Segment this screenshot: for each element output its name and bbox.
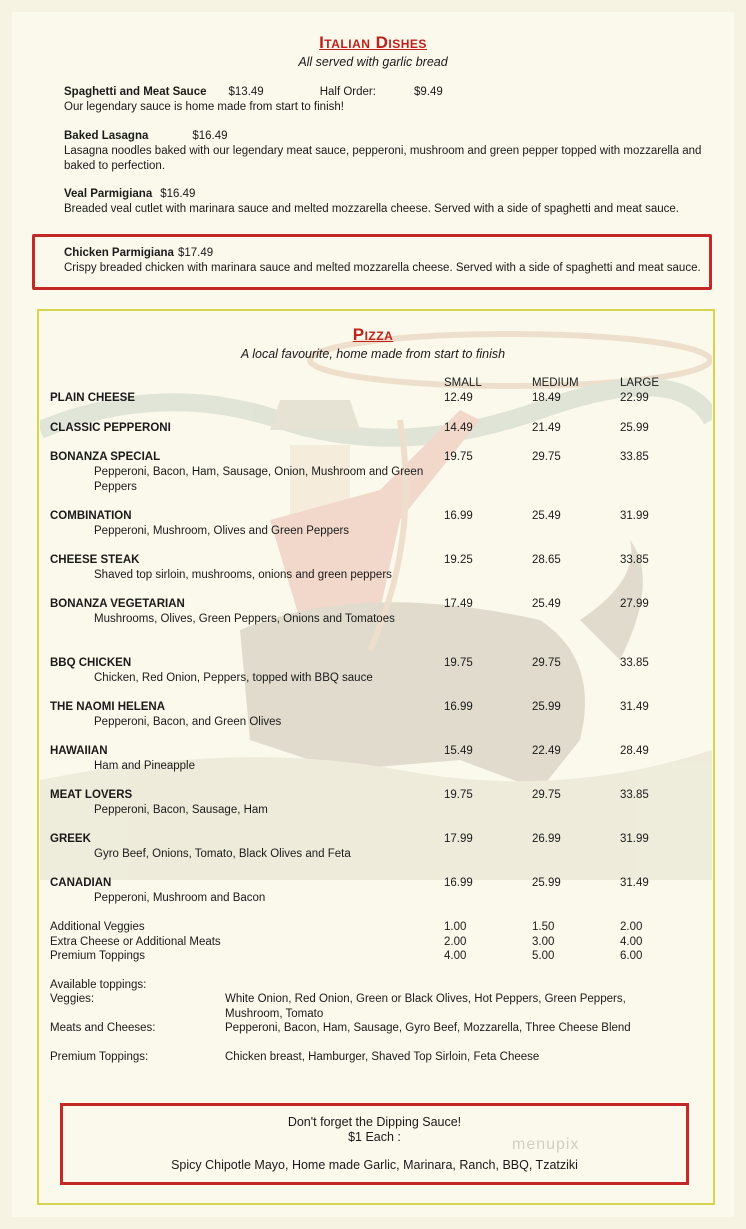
pizza-desc: Pepperoni, Bacon, and Green Olives [94,716,282,728]
pizza-name: CANADIAN [50,877,112,889]
pizza-price-small: 19.25 [444,554,473,566]
pizza-price-small: 17.99 [444,833,473,845]
col-header-medium: MEDIUM [532,377,579,389]
pizza-desc: Chicken, Red Onion, Peppers, topped with BBQ sauce [94,672,373,684]
dipping-line-2: $1 Each : [348,1130,401,1144]
pizza-price-large: 33.85 [620,657,649,669]
dish-name: Veal Parmigiana [64,188,153,200]
dish-name: Baked Lasagna [64,130,149,142]
pizza-price-small: 16.99 [444,701,473,713]
pizza-name: BONANZA VEGETARIAN [50,598,185,610]
dish-name: Chicken Parmigiana [64,247,174,259]
extra-label: Premium Toppings [50,950,146,962]
pizza-row [50,597,690,627]
pizza-price-medium: 26.99 [532,833,561,845]
pizza-price-large: 22.99 [620,392,649,404]
pizza-price-small: 19.75 [444,451,473,463]
pizza-row [50,421,690,436]
dish-veal [64,187,714,217]
pizza-price-large: 31.49 [620,701,649,713]
italian-title: Italian Dishes [319,33,427,52]
pizza-price-small: 14.49 [444,422,473,434]
pizza-price-small: 17.49 [444,598,473,610]
dish-name: Spaghetti and Meat Sauce [64,86,207,98]
pizza-row [50,553,690,583]
pizza-price-large: 31.49 [620,877,649,889]
pizza-desc: Gyro Beef, Onions, Tomato, Black Olives and Feta [94,848,351,860]
pizza-row [50,876,690,906]
pizza-price-large: 27.99 [620,598,649,610]
pizza-price-medium: 28.65 [532,554,561,566]
pizza-price-medium: 29.75 [532,657,561,669]
pizza-price-medium: 21.49 [532,422,561,434]
pizza-price-small: 16.99 [444,510,473,522]
dish-price: $16.49 [160,188,196,200]
dish-price: $17.49 [177,247,214,259]
pizza-name: BBQ CHICKEN [50,657,132,669]
dish-spaghetti [64,85,714,115]
extra-row [50,935,690,950]
dish-chicken [64,246,714,276]
pizza-price-large: 31.99 [620,833,649,845]
pizza-price-large: 33.85 [620,554,649,566]
pizza-price-small: 15.49 [444,745,473,757]
col-header-small: SMALL [444,377,482,389]
menupix-watermark: menupix [512,1136,580,1153]
pizza-name: HAWAIIAN [50,745,108,757]
extra-price-small: 1.00 [444,921,467,933]
pizza-row [50,509,690,539]
extra-price-small: 2.00 [444,935,467,948]
pizza-price-medium: 22.49 [532,745,561,757]
toppings-label: Meats and Cheeses: [50,1022,156,1034]
toppings-value: White Onion, Red Onion, Green or Black Olives, Hot Peppers, Green Peppers, Mushroom, Tomato [225,993,626,1020]
extra-label: Extra Cheese or Additional Meats [50,935,221,948]
pizza-name: BONANZA SPECIAL [50,451,161,463]
pizza-price-medium: 25.49 [532,598,561,610]
extra-price-small: 4.00 [444,950,467,962]
toppings-heading: Available toppings: [50,979,147,991]
extra-price-medium: 3.00 [532,935,555,948]
pizza-name: THE NAOMI HELENA [50,701,165,713]
half-order-price: $9.49 [413,86,443,98]
dish-desc: Our legendary sauce is home made from start to finish! [64,101,344,113]
pizza-name: GREEK [50,833,91,845]
dipping-line-3: Spicy Chipotle Mayo, Home made Garlic, Marinara, Ranch, BBQ, Tzatziki [171,1158,578,1172]
extra-price-large: 4.00 [620,935,643,948]
extra-row [50,949,690,964]
pizza-price-large: 31.99 [620,510,649,522]
toppings-label: Premium Toppings: [50,1051,149,1063]
pizza-price-medium: 29.75 [532,451,561,463]
dish-desc: Crispy breaded chicken with marinara sauce and melted mozzarella cheese. Served with a side of spaghetti and meat sauce. [64,262,701,274]
pizza-desc: Pepperoni, Mushroom and Bacon [94,892,266,904]
pizza-row [50,744,690,774]
half-order-label: Half Order: [319,86,376,98]
pizza-desc: Pepperoni, Bacon, Ham, Sausage, Onion, Mushroom and Green Peppers [94,466,424,493]
pizza-price-large: 28.49 [620,745,649,757]
pizza-name: CLASSIC PEPPERONI [50,422,171,434]
pizza-row [50,700,690,730]
pizza-name: PLAIN CHEESE [50,392,135,404]
dish-desc: Breaded veal cutlet with marinara sauce and melted mozzarella cheese. Served with a side of spaghetti and meat sauce. [64,203,679,215]
col-header-large: LARGE [620,377,659,389]
pizza-desc: Pepperoni, Bacon, Sausage, Ham [94,804,268,816]
toppings-value: Pepperoni, Bacon, Ham, Sausage, Gyro Beef, Mozzarella, Three Cheese Blend [225,1022,631,1034]
pizza-name: CHEESE STEAK [50,554,140,566]
extra-row [50,920,690,935]
pizza-price-small: 16.99 [444,877,473,889]
dish-price: $16.49 [192,130,228,142]
dish-desc: Lasagna noodles baked with our legendary meat sauce, pepperoni, mushroom and green pepper topped with mozzarella and baked to perfection. [64,145,702,172]
toppings-title [50,978,690,993]
toppings-value: Chicken breast, Hamburger, Shaved Top Sirloin, Feta Cheese [225,1051,540,1063]
extra-label: Additional Veggies [50,921,145,933]
pizza-price-large: 25.99 [620,422,649,434]
italian-subtitle: All served with garlic bread [298,55,448,69]
pizza-row [50,450,690,495]
pizza-name: MEAT LOVERS [50,789,133,801]
pizza-row [50,788,690,818]
extra-price-large: 6.00 [620,950,643,962]
dipping-sauce-box [60,1103,689,1185]
extra-price-large: 2.00 [620,921,643,933]
pizza-price-medium: 25.99 [532,701,561,713]
pizza-price-medium: 29.75 [532,789,561,801]
pizza-name: COMBINATION [50,510,132,522]
dish-price: $13.49 [228,86,264,98]
pizza-desc: Pepperoni, Mushroom, Olives and Green Peppers [94,525,350,537]
pizza-price-medium: 25.99 [532,877,561,889]
pizza-price-medium: 25.49 [532,510,561,522]
pizza-price-medium: 18.49 [532,392,561,404]
pizza-row [50,391,690,406]
dipping-line-1: Don't forget the Dipping Sauce! [287,1115,462,1129]
pizza-title: Pizza [352,325,394,344]
pizza-price-small: 12.49 [444,392,473,404]
pizza-desc: Ham and Pineapple [94,760,196,772]
extra-price-medium: 5.00 [532,950,555,962]
pizza-row [50,832,690,862]
toppings-label: Veggies: [50,993,95,1005]
pizza-price-large: 33.85 [620,451,649,463]
pizza-desc: Mushrooms, Olives, Green Peppers, Onions and Tomatoes [94,613,395,625]
dish-lasagna [64,129,714,174]
pizza-price-large: 33.85 [620,789,649,801]
pizza-price-small: 19.75 [444,657,473,669]
pizza-price-small: 19.75 [444,789,473,801]
pizza-row [50,656,690,686]
pizza-subtitle: A local favourite, home made from start to finish [240,347,506,361]
extra-price-medium: 1.50 [532,921,555,933]
pizza-desc: Shaved top sirloin, mushrooms, onions and green peppers [94,569,392,581]
